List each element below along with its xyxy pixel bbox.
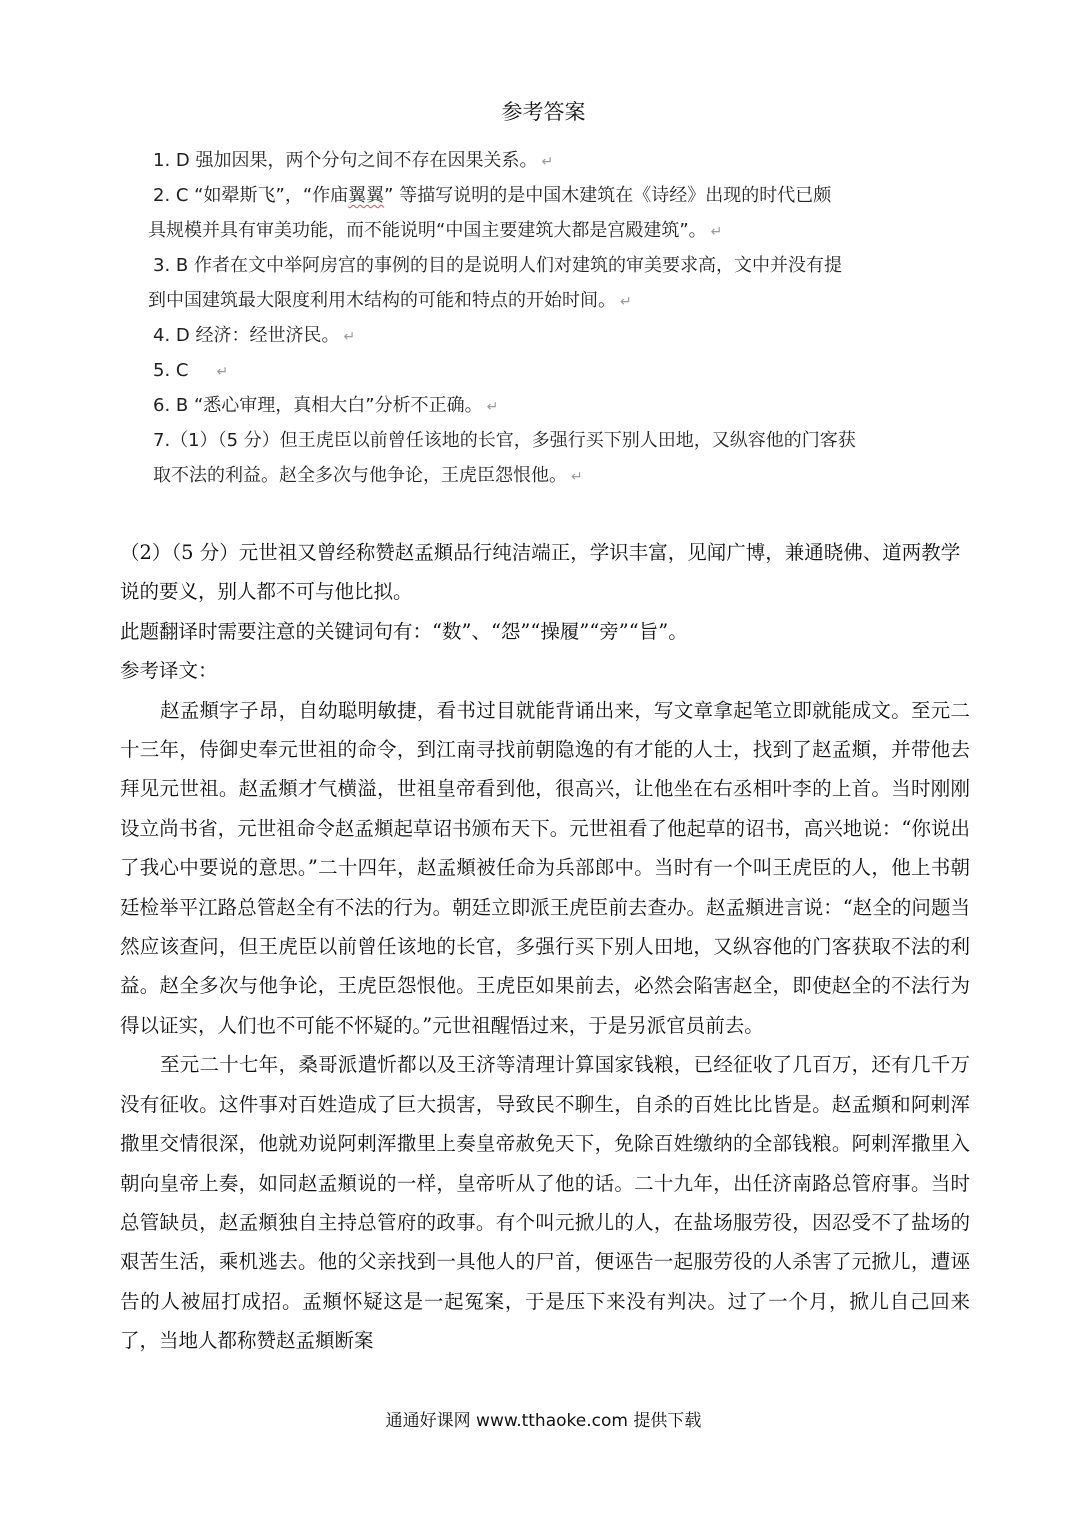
answer-7-text-2: 取不法的利益。赵全多次与他争论，王虎臣怨恨他。: [153, 465, 567, 486]
answer-4-text: 4. D 经济：经世济民。: [153, 325, 340, 346]
translation-body: [120, 533, 970, 1361]
answer-3-text-1: 3. B 作者在文中举阿房宫的事例的目的是说明人们对建筑的审美要求高，文中并没有提: [153, 255, 842, 276]
answer-2-text-pre: 2. C “如翚斯飞”，“作庙: [153, 185, 349, 206]
paragraph-mark-icon: ↵: [541, 154, 554, 170]
paragraph-mark-icon: ↵: [216, 364, 229, 380]
translation-paragraph-1: 赵孟頫字子昂，自幼聪明敏捷，看书过目就能背诵出来，写文章拿起笔立即就能成文。至元二十三年，侍御史奉元世祖的命令，到江南寻找前朝隐逸的有才能的人士，找到了赵孟頫，并带他去拜见元世祖。赵孟頫才气横溢，世祖皇帝看到他，很高兴，让他坐在右丞相叶李的上首。当时刚刚设立尚书省，元世祖命令赵孟頫起草诏书颁布天下。元世祖看了他起草的诏书，高兴地说：“你说出了我心中要说的意思。”二十四年，赵孟頫被任命为兵部郎中。当时有一个叫王虎臣的人，他上书朝廷检举平江路总管赵全有不法的行为。朝廷立即派王虎臣前去查办。赵孟頫进言说：“赵全的问题当然应该查问，但王虎臣以前曾任该地的长官，多强行买下别人田地，又纵容他的门客获取不法的利益。赵全多次与他争论，王虎臣怨恨他。王虎臣如果前去，必然会陷害赵全，即使赵全的不法行为得以证实，人们也不可能不怀疑的。”元世祖醒悟过来，于是另派官员前去。: [120, 698, 970, 1037]
answer-3-line-1: [153, 248, 943, 283]
page-footer: 通通好课网 www.tthaoke.com 提供下载: [385, 1411, 702, 1431]
answer-7-text-1: 7.（1）（5 分）但王虎臣以前曾任该地的长官，多强行买下别人田地，又纵容他的门客获: [153, 430, 856, 451]
paragraph-mark-icon: ↵: [571, 469, 583, 485]
answer-5: [153, 353, 943, 388]
answer-3-line-2: [148, 283, 943, 318]
paragraph-mark-icon: ↵: [486, 399, 499, 415]
page-title: 参考答案: [501, 100, 586, 124]
answer-7-line-2: [153, 458, 943, 493]
answer-2-text-post: ” 等描写说明的是中国木建筑在《诗经》出现的时代已颇: [384, 185, 832, 206]
answer-3-text-2: 到中国建筑最大限度利用木结构的可能和特点的开始时间。: [148, 290, 616, 311]
answer-2-line-2: [148, 213, 943, 248]
answer-4: [153, 318, 943, 353]
answer-2-line-1: [153, 178, 943, 213]
answer-1-text: 1. D 强加因果，两个分句之间不存在因果关系。: [153, 150, 538, 171]
paragraph-mark-icon: ↵: [620, 294, 632, 310]
answer-7-line-1: [153, 423, 943, 458]
translation-paragraph-2: 至元二十七年，桑哥派遣忻都以及王济等清理计算国家钱粮，已经征收了几百万，还有几千万没有征收。这件事对百姓造成了巨大损害，导致民不聊生，自杀的百姓比比皆是。赵孟頫和阿剌浑撒里交情很深，他就劝说阿剌浑撒里上奏皇帝赦免天下，免除百姓缴纳的全部钱粮。阿剌浑撒里入朝向皇帝上奏，如同赵孟頫说的一样，皇帝听从了他的话。二十九年，出任济南路总管府事。当时总管缺员，赵孟頫独自主持总管府的政事。有个叫元掀儿的人，在盐场服劳役，因忍受不了盐场的艰苦生活，乘机逃去。他的父亲找到一具他人的尸首，便诬告一起服劳役的人杀害了元掀儿，遭诬告的人被屈打成招。孟頫怀疑这是一起冤案，于是压下来没有判决。过了一个月，掀儿自己回来了，当地人都称赞赵孟頫断案: [120, 1053, 970, 1353]
reference-translation-label: 参考译文：: [120, 659, 218, 683]
answer-key-list: [148, 143, 943, 493]
answer-6: [153, 388, 943, 423]
answer-2-text-line2: 具规模并具有审美功能，而不能说明“中国主要建筑大都是宫殿建筑”。: [148, 220, 707, 241]
translation-note: 此题翻译时需要注意的关键词句有：“数”、“怨”“操履”“旁”“旨”。: [120, 619, 688, 643]
paragraph-mark-icon: ↵: [710, 224, 723, 240]
answer-5-text: 5. C: [153, 360, 189, 381]
spellcheck-underlined-word: 翼翼: [348, 185, 385, 206]
answer-1: [153, 143, 943, 178]
answer-7-part-2: （2）（5 分）元世祖又曾经称赞赵孟頫品行纯洁端正，学识丰富，见闻广博，兼通晓佛、道两教学说的要义，别人都不可与他比拟。: [120, 541, 961, 604]
paragraph-mark-icon: ↵: [343, 329, 356, 345]
answer-6-text: 6. B “悉心审理，真相大白”分析不正确。: [153, 395, 483, 416]
